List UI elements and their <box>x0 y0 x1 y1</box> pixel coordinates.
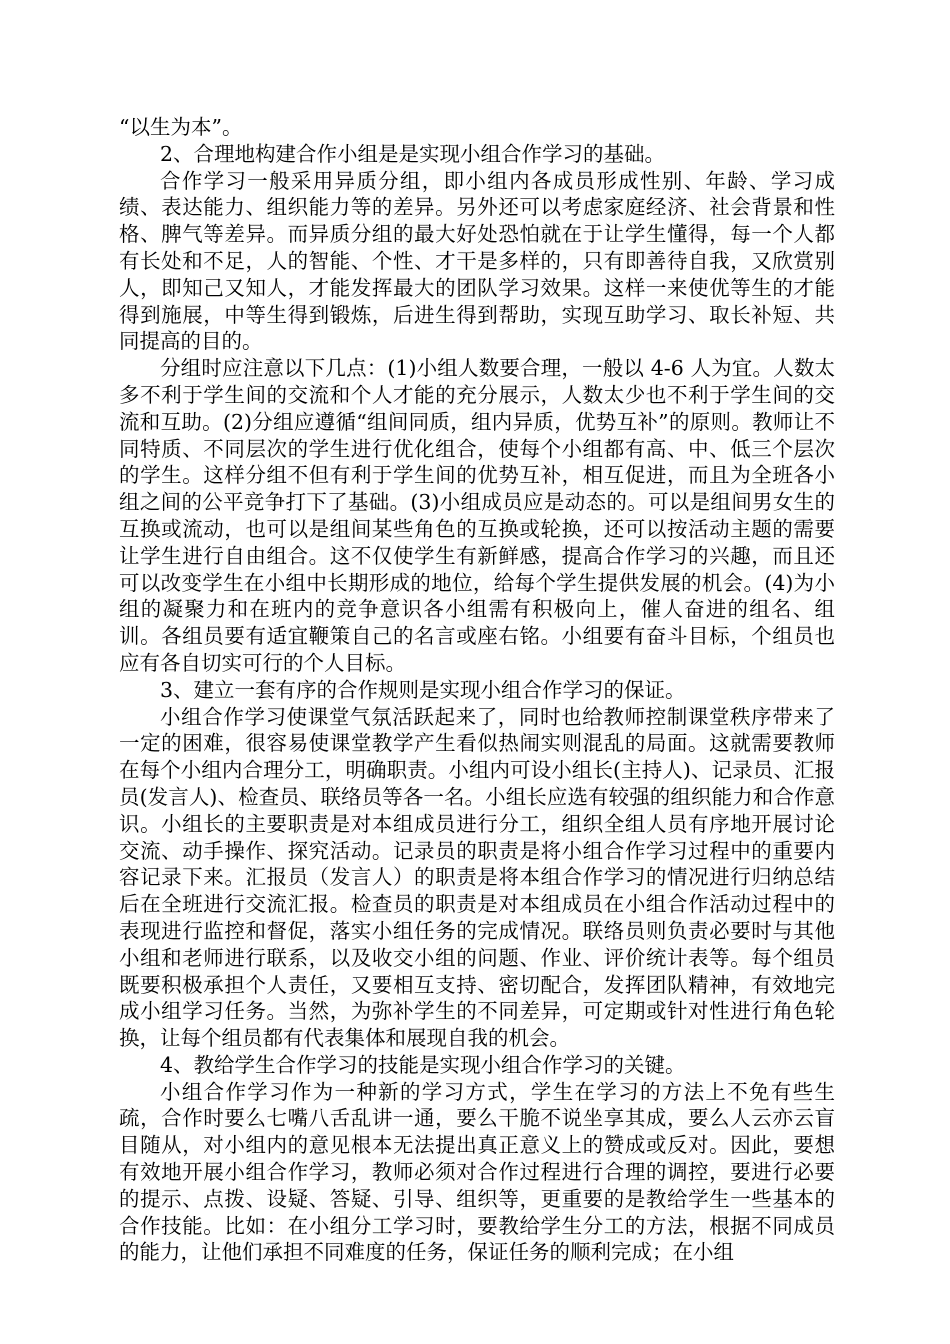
paragraph-3: 合作学习一般采用异质分组，即小组内各成员形成性别、年龄、学习成绩、表达能力、组织能力等的差异。另外还可以考虑家庭经济、社会背景和性格、脾气等差异。而异质分组的最大好处恐怕就在于让学生懂得，每一个人都有长处和不足，人的智能、个性、才干是多样的，只有即善待自我，又欣赏别人，即知己又知人，才能发挥最大的团队学习效果。这样一来使优等生的才能得到施展，中等生得到锻炼，后进生得到帮助，实现互助学习、取长补短、共同提高的目的。 <box>119 168 835 354</box>
section-heading-4: 4、教给学生合作学习的技能是实现小组合作学习的关键。 <box>160 1052 686 1077</box>
section-heading-2: 2、合理地构建合作小组是是实现小组合作学习的基础。 <box>160 141 666 166</box>
paragraph-4: 分组时应注意以下几点：(1)小组人数要合理，一般以 4-6 人为宜。人数太多不利于学生间的交流和个人才能的充分展示，人数太少也不利于学生间的交流和互助。(2)分组应遵循“组间同质，组内异质，优势互补”的原则。教师让不同特质、不同层次的学生进行优化组合，使每个小组都有高、中、低三个层次的学生。这样分组不但有利于学生间的优势互补，相互促进，而且为全班各小组之间的公平竞争打下了基础。(3)小组成员应是动态的。可以是组间男女生的互换或流动，也可以是组间某些角色的互换或轮换，还可以按活动主题的需要让学生进行自由组合。这不仅使学生有新鲜感，提高合作学习的兴趣，而且还可以改变学生在小组中长期形成的地位，给每个学生提供发展的机会。(4)为小组的凝聚力和在班内的竞争意识各小组需有积极向上，催人奋进的组名、组训。各组员要有适宜鞭策自己的名言或座右铭。小组要有奋斗目标，个组员也应有各自切实可行的个人目标。 <box>119 356 835 675</box>
section-heading-3: 3、建立一套有序的合作规则是实现小组合作学习的保证。 <box>160 677 686 702</box>
paragraph-8: 小组合作学习作为一种新的学习方式，学生在学习的方法上不免有些生疏，合作时要么七嘴八舌乱讲一通，要么干脆不说坐享其成，要么人云亦云盲目随从，对小组内的意见根本无法提出真正意义上的赞成或反对。因此，要想有效地开展小组合作学习，教师必须对合作过程进行合理的调控，要进行必要的提示、点拨、设疑、答疑、引导、组织等，更重要的是教给学生一些基本的合作技能。比如：在小组分工学习时，要教给学生分工的方法，根据不同成员的能力，让他们承担不同难度的任务，保证任务的顺利完成；在小组 <box>119 1079 835 1265</box>
paragraph-1: “以生为本”。 <box>119 115 243 139</box>
paragraph-6: 小组合作学习使课堂气氛活跃起来了，同时也给教师控制课堂秩序带来了一定的困难，很容易使课堂教学产生看似热闹实则混乱的局面。这就需要教师在每个小组内合理分工，明确职责。小组内可设小组长(主持人)、记录员、汇报员(发言人)、检查员、联络员等各一名。小组长应选有较强的组织能力和合作意识。小组长的主要职责是对本组成员进行分工，组织全组人员有序地开展讨论交流、动手操作、探究活动。记录员的职责是将小组合作学习过程中的重要内容记录下来。汇报员（发言人）的职责是将本组合作学习的情况进行归纳总结后在全班进行交流汇报。检查员的职责是对本组成员在小组合作活动过程中的表现进行监控和督促，落实小组任务的完成情况。联络员则负责必要时与其他小组和老师进行联系，以及收交小组的问题、作业、评价统计表等。每个组员既要积极承担个人责任，又要相互支持、密切配合，发挥团队精神，有效地完成小组学习任务。当然，为弥补学生的不同差异，可定期或针对性进行角色轮换，让每个组员都有代表集体和展现自我的机会。 <box>119 704 835 1051</box>
